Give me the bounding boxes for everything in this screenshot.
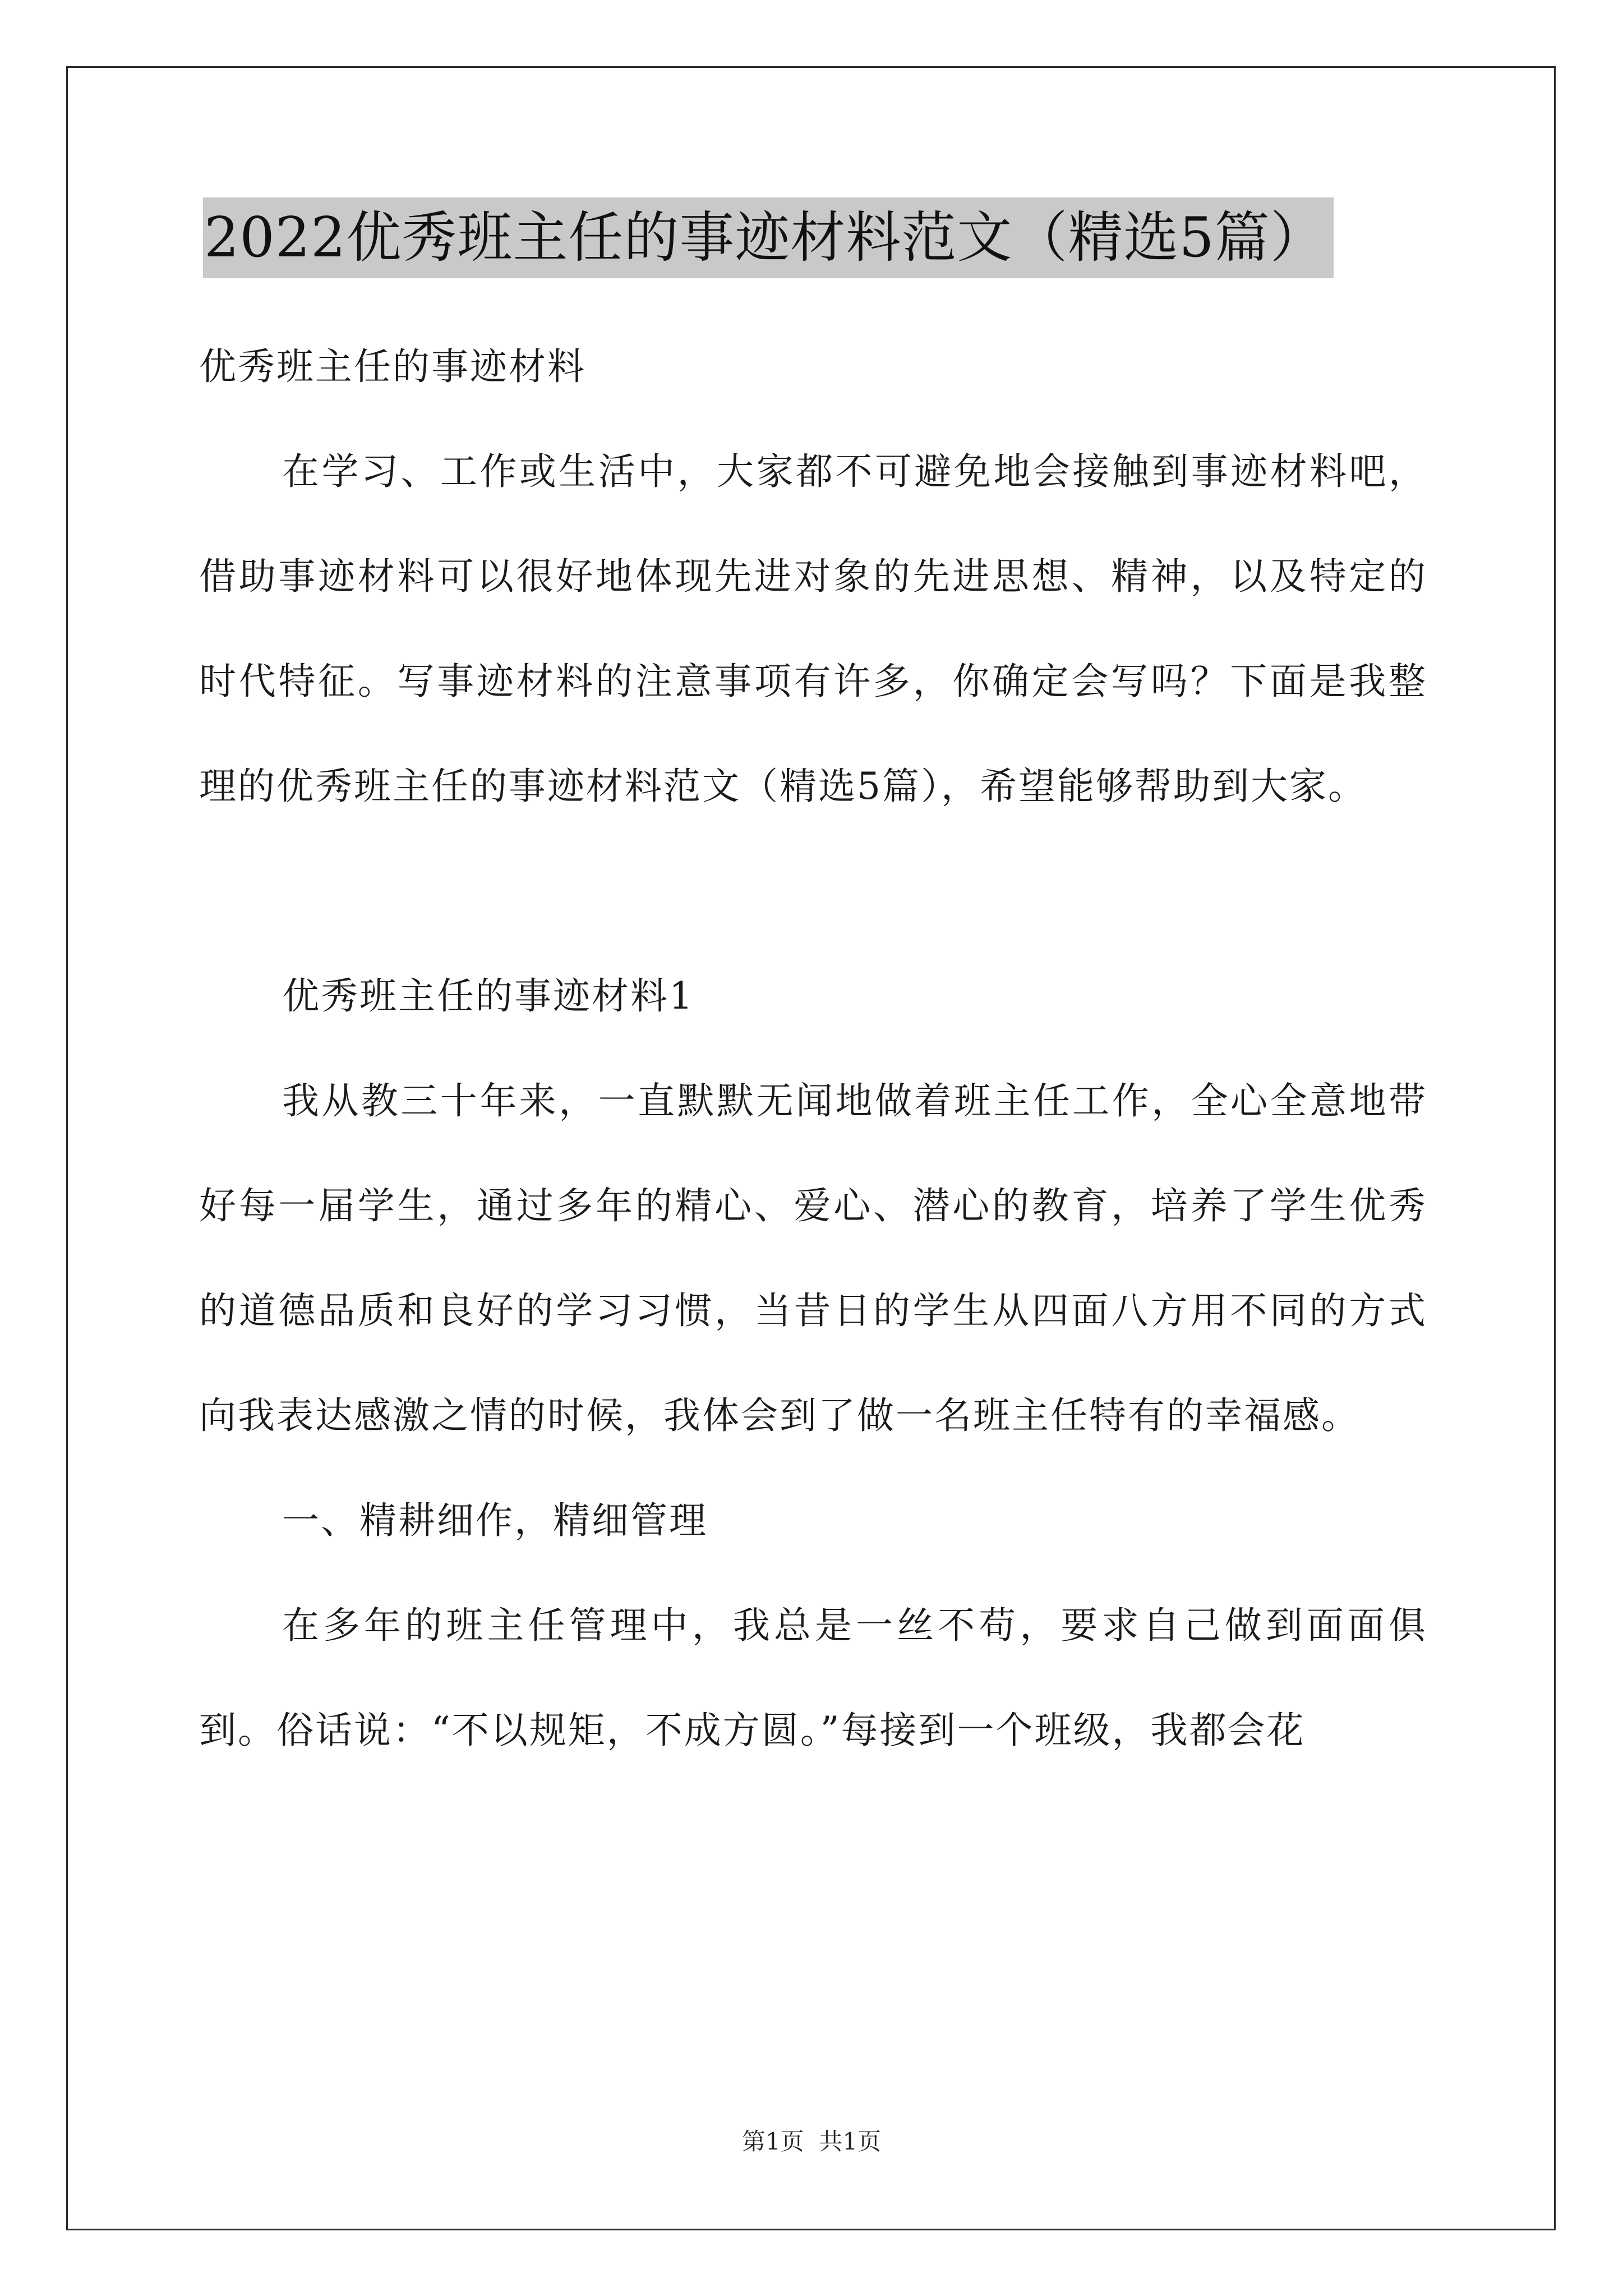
page-footer: 第1页 共1页: [741, 2128, 882, 2155]
body-paragraph: 在多年的班主任管理中，我总是一丝不苟，要求自己做到面面俱到。俗话说：“不以规矩，不成方圆。”每接到一个班级，我都会花: [199, 1604, 1427, 1752]
numbered-heading: 一、精耕细作，精细管理: [282, 1499, 708, 1542]
body-paragraph: 我从教三十年来，一直默默无闻地做着班主任工作，全心全意地带好每一届学生，通过多年的精心、爱心、潜心的教育，培养了学生优秀的道德品质和良好的学习习惯，当昔日的学生从四面八方用不同的方式向我表达感激之情的时候，我体会到了做一名班主任特有的幸福感。: [199, 1079, 1427, 1437]
document-title: 2022优秀班主任的事迹材料范文（精选5篇）: [203, 197, 1334, 278]
section-heading: 优秀班主任的事迹材料: [199, 345, 586, 388]
intro-paragraph: 在学习、工作或生活中，大家都不可避免地会接触到事迹材料吧，借助事迹材料可以很好地体现先进对象的先进思想、精神，以及特定的时代特征。写事迹材料的注意事项有许多，你确定会写吗？下面是我整理的优秀班主任的事迹材料范文（精选5篇），希望能够帮助到大家。: [199, 450, 1427, 808]
document-body: [199, 314, 1427, 1783]
subsection-heading: 优秀班主任的事迹材料1: [282, 974, 694, 1018]
blank-line: [199, 839, 1427, 944]
